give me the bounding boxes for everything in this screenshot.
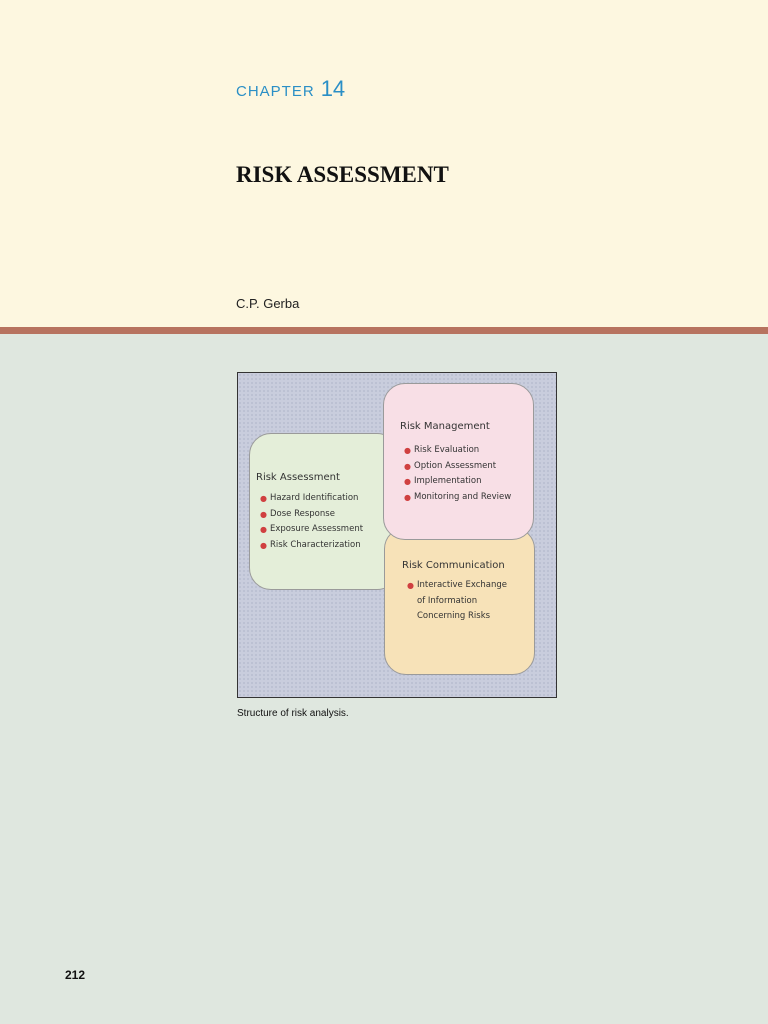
risk-assessment-list: [258, 491, 363, 553]
chapter-number: 14: [320, 76, 346, 101]
risk-communication-box: [384, 527, 535, 675]
risk-communication-line: Concerning Risks: [417, 611, 491, 621]
list-item: ● Monitoring and Review: [402, 490, 511, 506]
risk-analysis-figure: [237, 372, 557, 698]
bullet-icon: ●: [260, 540, 267, 550]
chapter-title: RISK ASSESSMENT: [236, 162, 449, 187]
chapter-label: [236, 76, 345, 102]
list-item: ● Risk Evaluation: [402, 443, 511, 459]
risk-management-list: [402, 443, 511, 505]
bullet-icon: ●: [404, 477, 411, 486]
bullet-icon: ●: [260, 525, 267, 534]
list-item: ● Exposure Assessment: [258, 522, 363, 538]
risk-communication-text: [405, 578, 507, 625]
risk-management-title: Risk Management: [400, 421, 490, 432]
chapter-word: CHAPTER: [236, 83, 315, 100]
bullet-icon: ●: [404, 446, 411, 455]
bullet-icon: ●: [260, 494, 267, 503]
bullet-icon: ●: [260, 509, 267, 519]
risk-management-box: [383, 383, 534, 540]
risk-communication-title: Risk Communication: [402, 560, 505, 571]
bullet-icon: ●: [404, 461, 411, 471]
figure-caption: Structure of risk analysis.: [237, 708, 349, 719]
list-item: ● Option Assessment: [402, 459, 511, 475]
risk-assessment-title: Risk Assessment: [256, 472, 340, 483]
list-item: ● Implementation: [402, 474, 511, 490]
list-item: ● Risk Characterization: [258, 538, 363, 554]
page-number: 212: [65, 968, 86, 982]
list-item: ● Dose Response: [258, 507, 363, 523]
bullet-icon: ●: [404, 492, 411, 502]
risk-communication-line: ● Interactive Exchange: [405, 578, 507, 594]
author-name: C.P. Gerba: [236, 296, 300, 311]
header-divider: [0, 327, 768, 334]
bullet-icon: ●: [407, 581, 414, 590]
risk-assessment-box: [249, 433, 399, 590]
list-item: ● Hazard Identification: [258, 491, 363, 507]
risk-communication-line: of Information: [417, 595, 478, 606]
